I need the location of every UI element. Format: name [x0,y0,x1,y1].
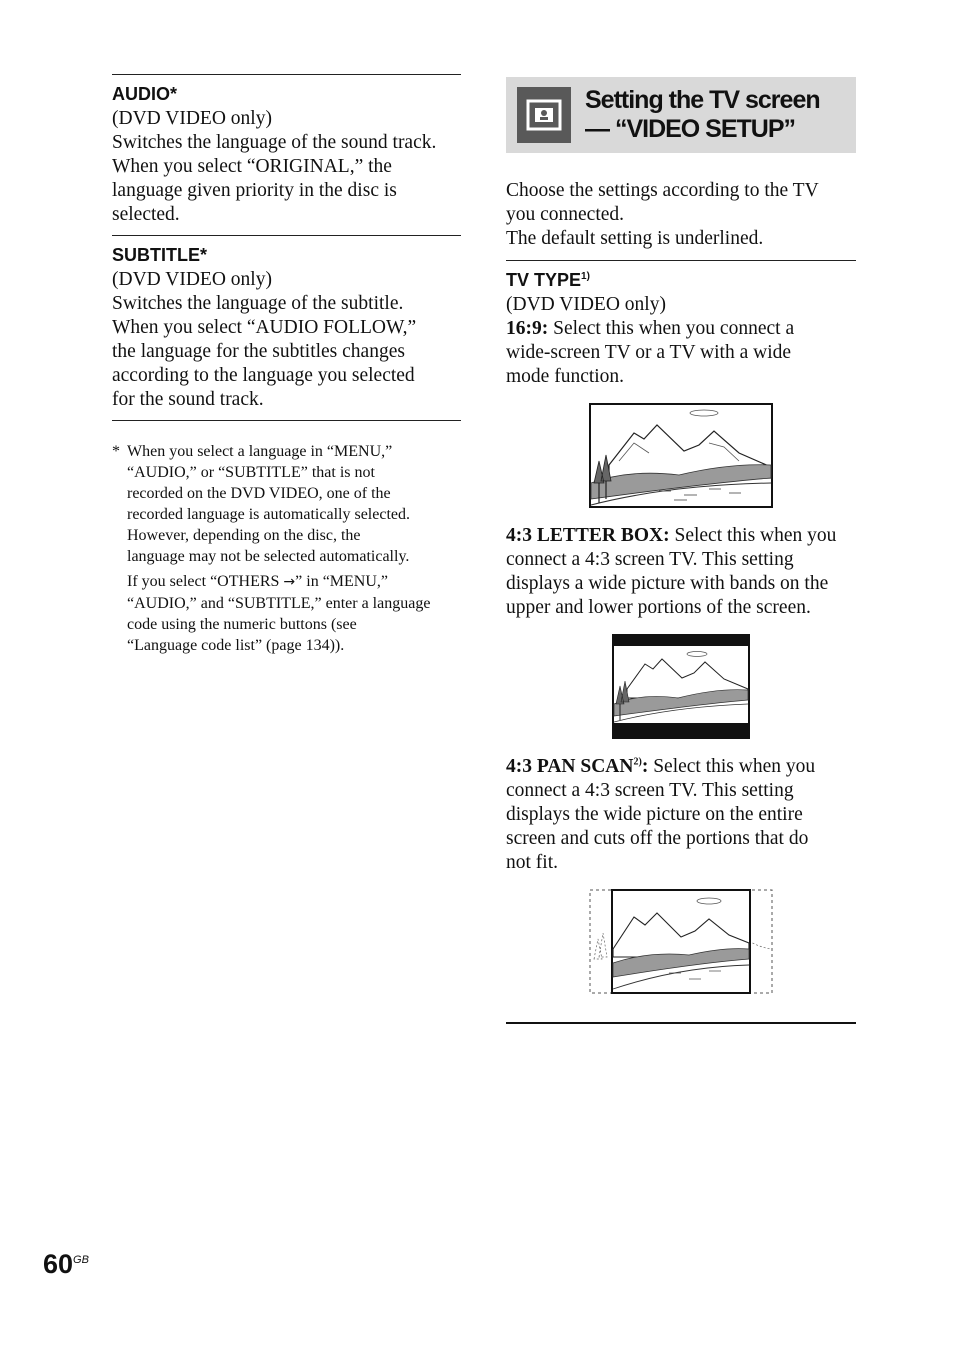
text-line: code using the numeric buttons (see [127,616,357,633]
audio-section [112,83,461,235]
wide-screen-illustration [506,403,856,508]
right-arrow-icon: → [283,574,296,590]
section-end-rule [506,1022,856,1024]
text-line: However, depending on the disc, the [127,527,361,544]
option-16-9 [506,293,856,389]
text-line: not fit. [506,852,558,873]
footnote-para-2 [127,571,430,656]
heading-text: TV TYPE [506,270,582,290]
option-label: 16:9: [506,318,549,339]
text-line: for the sound track. [112,389,264,410]
footnote-ref: 2) [633,756,642,768]
text-line: Choose the settings according to the TV [506,180,819,201]
text-line: recorded on the DVD VIDEO, one of the [127,485,391,502]
text-line: When you select “AUDIO FOLLOW,” [112,317,417,338]
subtitle-section [112,244,461,420]
text-line: Switches the language of the subtitle. [112,293,404,314]
text-line: upper and lower portions of the screen. [506,597,811,618]
page-number [43,1249,89,1280]
text-line: “AUDIO,” or “SUBTITLE” that is not [127,464,375,481]
option-pan-scan [506,755,856,875]
option-letterbox [506,524,856,620]
text-line: “Language code list” (page 134)). [127,637,345,654]
text-line: screen and cuts off the portions that do [506,828,809,849]
title-line: — “VIDEO SETUP” [585,115,796,143]
tv-type-heading [506,269,856,291]
divider [506,260,856,261]
screen-settings-icon [517,87,571,143]
text-line: When you select a language in “MENU,” [127,443,393,460]
text-line: (DVD VIDEO only) [112,269,272,290]
text-line: language may not be selected automatically. [127,548,410,565]
subtitle-heading: SUBTITLE* [112,245,208,265]
left-column [112,74,461,660]
pan-scan-illustration [506,889,856,994]
text-line: displays the wide picture on the entire [506,804,803,825]
text-line: The default setting is underlined. [506,228,764,249]
text-line: selected. [112,204,180,225]
text-line: displays a wide picture with bands on the [506,573,829,594]
text-line: recorded language is automatically selected. [127,506,410,523]
text-line: If you select “OTHERS [127,573,284,590]
audio-description [112,107,461,227]
page-number-value: 60 [43,1249,74,1279]
text-line: connect a 4:3 screen TV. This setting [506,549,794,570]
footnote-marker: * [112,443,120,460]
footnote-ref: 1) [581,271,590,282]
audio-heading: AUDIO* [112,84,178,104]
text-line: Select this when you [669,525,837,546]
text-line: mode function. [506,366,625,387]
divider [112,420,461,421]
letterbox-illustration [506,634,856,739]
text-line: wide-screen TV or a TV with a wide [506,342,792,363]
text-line: (DVD VIDEO only) [112,108,272,129]
option-label-colon: : [641,756,649,777]
title-line: Setting the TV screen [585,86,820,114]
option-label: 4:3 PAN SCAN [506,756,634,777]
right-column [506,74,856,1024]
text-line: according to the language you selected [112,365,415,386]
intro-text [506,179,856,260]
text-line: the language for the subtitles changes [112,341,405,362]
text-line: connect a 4:3 screen TV. This setting [506,780,794,801]
footnote [112,441,461,660]
page-title [585,86,820,144]
text-line: Select this when you [648,756,816,777]
divider [112,235,461,236]
text-line: When you select “ORIGINAL,” the [112,156,392,177]
text-line: ” in “MENU,” [295,573,388,590]
section-banner [506,77,856,153]
option-label: 4:3 LETTER BOX: [506,525,670,546]
text-line: Switches the language of the sound track. [112,132,437,153]
text-line: “AUDIO,” and “SUBTITLE,” enter a language [127,595,431,612]
text-line: Select this when you connect a [548,318,795,339]
divider [112,74,461,75]
page-number-suffix: GB [73,1254,89,1266]
text-line: you connected. [506,204,625,225]
text-line: language given priority in the disc is [112,180,397,201]
text-line: (DVD VIDEO only) [506,294,666,315]
footnote-para-1 [127,441,430,567]
subtitle-description [112,268,461,412]
